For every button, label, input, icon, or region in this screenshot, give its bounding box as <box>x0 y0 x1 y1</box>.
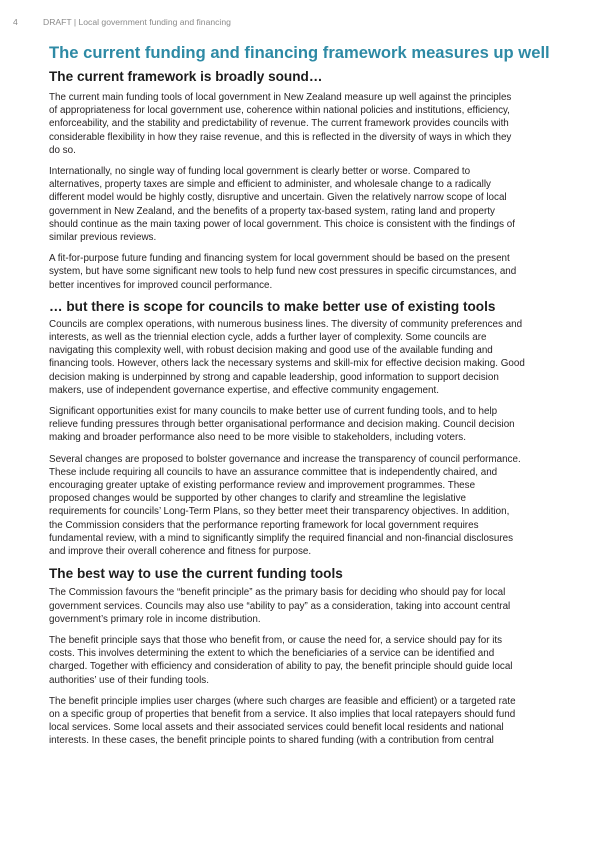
text-line: authorities’ use of their funding tools. <box>49 674 209 686</box>
text-line: the Commission considers that the performance reporting framework for local government requires <box>49 519 479 531</box>
text-line: Significant opportunities exist for many councils to make better use of current funding tools, and to help <box>49 406 498 418</box>
section-heading: The best way to use the current funding tools <box>49 566 343 582</box>
text-line: navigating this complexity well, with robust decision making and good use of the available funding and <box>49 345 493 357</box>
text-line: charged. Together with efficiency and consideration of ability to pay, the benefit principle should guide local <box>49 661 513 673</box>
text-line: and improve their overall coherence and fitness for purpose. <box>49 546 312 558</box>
text-line: costs. This involves determining the extent to which the beneficiaries of a service can be identified and <box>49 648 495 660</box>
page-title: The current funding and financing framework measures up well <box>49 43 550 62</box>
paragraph <box>49 405 559 445</box>
text-line: government’s primary role in income distribution. <box>49 613 261 625</box>
text-line: on a specific group of properties that benefit from a service. It also implies that local ratepayers should fund <box>49 708 516 720</box>
running-title: DRAFT | Local government funding and financing <box>43 17 231 27</box>
text-line: financing tools. However, others lack the necessary systems and skill-mix for effective decision making. Good <box>49 358 525 370</box>
text-line: of appropriateness for local government use, coherence within national policies and institutions, efficiency, <box>49 105 510 117</box>
paragraph <box>49 165 559 244</box>
text-line: proposed changes would be supported by other changes to clarify and streamline the legislative <box>49 493 466 505</box>
main-content <box>49 43 559 748</box>
text-line: different model would be highly costly, disruptive and uncertain. Given the relatively narrow scope of local <box>49 192 507 204</box>
text-line: Councils are complex operations, with numerous business lines. The diversity of community preferences and <box>49 318 523 330</box>
text-line: local services. Some local assets and their associated services could benefit local residents and national <box>49 722 504 734</box>
text-line: better incentives for improved council performance. <box>49 279 273 291</box>
text-line: The Commission favours the “benefit principle” as the primary basis for deciding who should pay for local <box>49 587 506 599</box>
paragraph <box>49 453 559 559</box>
text-line: The benefit principle implies user charges (where such charges are feasible and efficient) or a targeted rate <box>49 695 516 707</box>
text-line: government in New Zealand, and the benefits of a property tax-based system, rating land and property <box>49 205 495 217</box>
paragraph <box>49 252 559 292</box>
text-line: government services. Councils may also use “ability to pay” as a consideration, taking into account central <box>49 600 511 612</box>
text-line: system, but have some significant new tools to help fund new cost pressures in specific circumstances, and <box>49 266 517 278</box>
text-line: interests. In these cases, the benefit principle points to shared funding (with a contribution from central <box>49 735 494 747</box>
paragraph <box>49 318 559 397</box>
paragraph <box>49 91 559 157</box>
text-line: considerable flexibility in how they raise revenue, and this is reflected in the diversity of ways in which they <box>49 131 512 143</box>
text-line: requirements for councils’ Long-Term Plans, so they better meet their transparency objectives. In addition, <box>49 506 510 518</box>
paragraph <box>49 695 559 748</box>
text-line: Several changes are proposed to bolster governance and increase the transparency of council performance. <box>49 453 521 465</box>
text-line: decision making is underpinned by strong and capable leadership, good information to support decision <box>49 371 499 383</box>
text-line: making and broader performance also need to be more visible to stakeholders, including voters. <box>49 432 466 444</box>
text-line: These include requiring all councils to have an assurance committee that is independently chaired, and <box>49 466 498 478</box>
text-line: encouraging greater uptake of existing performance review and improvement programmes. These <box>49 480 476 492</box>
running-header <box>13 17 231 27</box>
text-line: makers, use of independent governance expertise, and effective community engagement. <box>49 384 439 396</box>
text-line: similar previous reviews. <box>49 232 157 244</box>
text-line: relieve funding pressures through better organisational performance and decision making. Council decision <box>49 419 515 431</box>
text-line: enforceability, and the stability and predictability of revenue. The current framework provides councils with <box>49 118 509 130</box>
paragraph <box>49 634 559 687</box>
text-line: do so. <box>49 144 76 156</box>
text-line: should continue as the main taxing power of local government. This choice is consistent with the findings of <box>49 218 516 230</box>
text-line: interests, as well as the triennial election cycle, adds a further layer of complexity. Some councils are <box>49 332 487 344</box>
text-line: The current main funding tools of local government in New Zealand measure up well against the principles <box>49 92 512 103</box>
text-line: The benefit principle says that those who benefit from, or cause the need for, a service should pay for its <box>49 634 503 646</box>
text-line: alternatives, property taxes are simple and efficient to administer, and wholesale change to a radically <box>49 179 491 191</box>
section-heading: The current framework is broadly sound… <box>49 69 323 84</box>
page-number: 4 <box>13 17 18 27</box>
section-heading: … but there is scope for councils to make better use of existing tools <box>49 298 496 314</box>
text-line: A fit-for-purpose future funding and financing system for local government should be based on the present <box>49 253 510 265</box>
paragraph <box>49 586 559 626</box>
text-line: Internationally, no single way of funding local government is clearly better or worse. Compared to <box>49 166 471 178</box>
text-line: fundamental review, with a mind to significantly simplify the required financial and non-financial disclosures <box>49 532 513 544</box>
